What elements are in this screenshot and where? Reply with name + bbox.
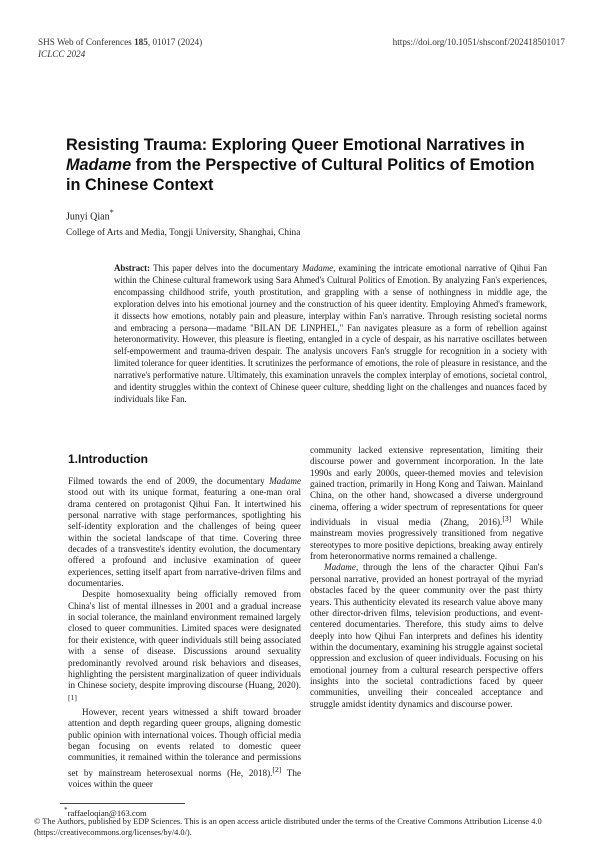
citation-ref-1[interactable]: [1]	[68, 692, 77, 702]
citation-ref-3[interactable]: [3]	[502, 514, 512, 524]
intro-r1-text-b: While mainstream movies progressively transitioned from negative stereotypes to more positive depictions, breaking away entirely from heteronormative norms remained a challenge.	[310, 517, 543, 562]
footnote-mark: *	[64, 806, 68, 814]
journal-volume: 185	[134, 37, 148, 47]
intro-p1-film-name: Madame	[269, 476, 301, 486]
section-heading-introduction: 1.Introduction	[68, 452, 148, 466]
intro-p1-text-a: Filmed towards the end of 2009, the documentary	[68, 476, 270, 486]
abstract-text-2: , examining the intricate emotional narrative of Qihui Fan within the Chinese cultural framework using Sara Ahmed's Cultural Politics of Emotion. By analyzing Fan's experiences, encompassing childhood strife, youth prostitution, and grappling with a sense of nothingness in middle age, the exploration delves into his emotional journey and the construction of his queer identity. Employing Ahmed's framework, it dissects how emotions, notably pain and pleasure, interplay within Fan's narrative. Through resisting societal norms and embracing a persona—madame "BILAN DE LINPHEL," Fan navigates pleasure as a form of rebellion against heteronormativity. However, this pleasure is fleeting, entangled in a cycle of despair, as his narrative oscillates between self-empowerment and trauma-driven despair. The analysis uncovers Fan's struggle for recognition in a society with limited tolerance for queer identities. It scrutinizes the performance of emotions, the role of pleasure in resistance, and the narrative's performative nature. Ultimately, this examination unravels the complex interplay of emotions, societal control, and identity struggles within the context of Chinese queer culture, shedding light on the challenges and nuances faced by individuals like Fan.	[114, 263, 547, 404]
doi-link[interactable]: https://doi.org/10.1051/shsconf/202418501017	[392, 37, 565, 47]
running-header-left	[38, 36, 202, 60]
journal-name: SHS Web of Conferences	[38, 37, 135, 47]
conference-name: ICLCC 2024	[38, 49, 86, 59]
author-name: Junyi Qian	[66, 211, 110, 223]
license-notice: © The Authors, published by EDP Sciences. This is an open access article distributed under the terms of the Creative Commons Attribution License 4.0 (https://creativecommons.org/licenses/by/4.0/).	[34, 817, 542, 837]
title-film-name: Madame	[66, 156, 132, 174]
intro-p3-text: However, recent years witnessed a shift toward broader attention and depth regarding queer groups, aligning domestic public opinion with international voices. Though official media began focusing on events related to domestic queer communities, it remained within the tolerance and permissions set by mainstream heterosexual norms (He, 2018).	[68, 706, 301, 778]
paper-title	[66, 135, 546, 195]
abstract-film-name: Madame	[302, 263, 334, 273]
intro-paragraph-1	[68, 476, 301, 589]
intro-paragraph-2	[68, 589, 301, 706]
abstract-text-1: This paper delves into the documentary	[149, 263, 303, 273]
intro-p3-end: The voices within the queer	[68, 767, 301, 790]
title-part-2: from the Perspective of Cultural Politics of Emotion in Chinese Context	[66, 156, 535, 194]
citation-ref-2[interactable]: [2]	[272, 764, 282, 774]
intro-r2-text: , through the lens of the character Qihui Fan's personal narrative, provided an honest portrayal of the myriad obstacles faced by the queer community over the past thirty years. This authenticity elevated its research value above many other director-driven films, television productions, and event-centered documentaries. Therefore, this study aims to delve deeply into how Qihui Fan interprets and defines his identity within the documentary, examining his struggle against societal oppression and exclusion of queer individuals. Focusing on his emotional journey from a cultural research perspective offers insights into the societal contradictions faced by queer communities, unveiling their concealed acceptance and struggle amidst identity dynamics and discourse power.	[310, 562, 543, 709]
intro-p1-text-b: stood out with its unique format, featuring a one-man oral drama centered on protagonist Qihui Fan. It intertwined his personal narrative with stage performances, spotlighting his self-identity exploration and the challenges of being queer within the societal landscape of that time. Covering three decades of a transvestite's identity evolution, the documentary offered a profound and inclusive examination of queer experiences, setting itself apart from narrative-driven films and documentaries.	[68, 487, 301, 589]
intro-paragraph-3-continued	[310, 445, 543, 562]
author-email-link[interactable]: raffaeloqian@163.com	[67, 807, 147, 818]
intro-paragraph-4	[310, 562, 543, 709]
body-column-left	[68, 476, 301, 790]
intro-r1-text: community lacked extensive representation, limiting their discourse power and government incorporation. In the late 1990s and early 2000s, queer-themed movies and television gained traction, primarily in Hong Kong and Taiwan. Mainland China, on the other hand, showcased a diverse underground cinema, offering a wider spectrum of representations for queer individuals in visual media (Zhang, 2016).	[310, 445, 543, 528]
affiliation: College of Arts and Media, Tongji University, Shanghai, China	[66, 228, 301, 238]
intro-r2-film-name: Madame	[324, 562, 356, 573]
abstract-label: Abstract:	[114, 263, 150, 273]
article-number: , 01017 (2024)	[147, 37, 203, 47]
body-column-right	[310, 445, 543, 710]
footnote-divider	[60, 803, 185, 804]
intro-p2-text: Despite homosexuality being officially removed from China's list of mental illnesses in 2001 and a gradual increase in social tolerance, the mainland environment remained largely closed to queer communities. Limited spaces were designated for their existence, with queer individuals still being associated with a sense of disease. Discussions around sexuality predominantly revolved around risk behaviors and diseases, highlighting the persistent marginalization of queer individuals in Chinese society, despite improving discourse (Huang, 2020).	[68, 589, 301, 691]
intro-paragraph-3	[68, 707, 301, 790]
author	[66, 208, 114, 222]
abstract	[114, 263, 547, 406]
title-part-1: Resisting Trauma: Exploring Queer Emotional Narratives in	[66, 136, 525, 154]
author-footnote-mark: *	[109, 208, 114, 217]
